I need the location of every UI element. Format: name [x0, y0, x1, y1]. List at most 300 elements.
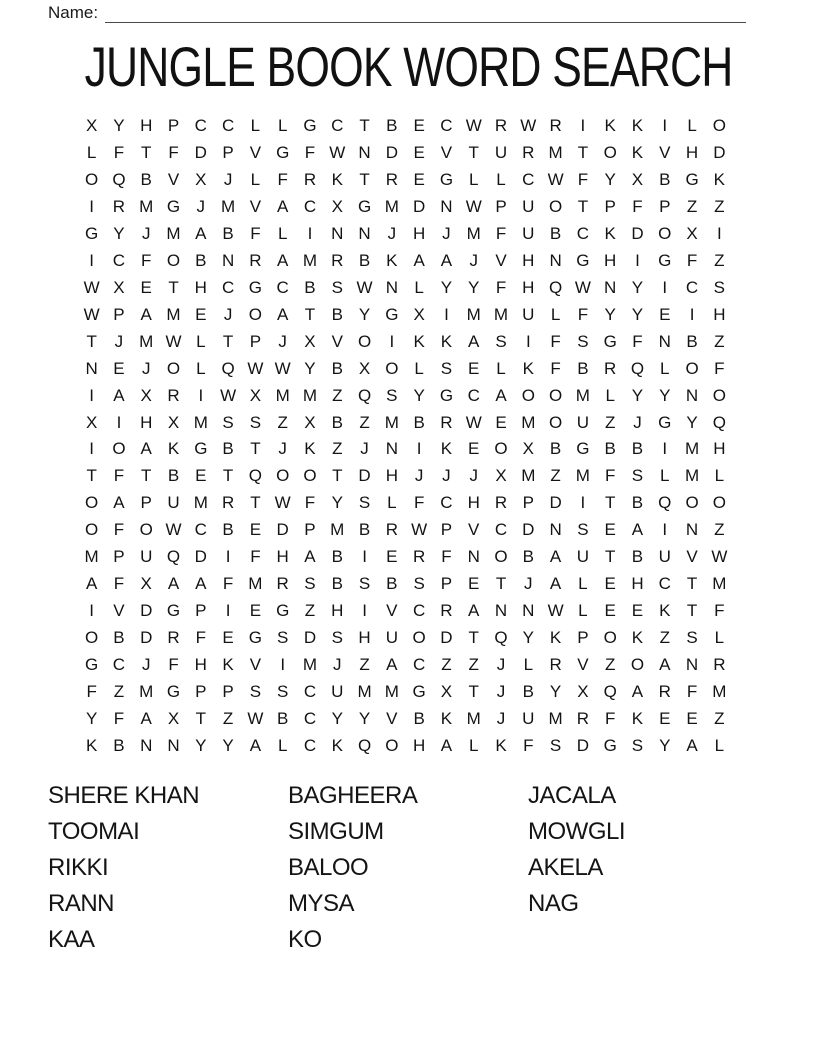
grid-letter: X: [85, 412, 98, 432]
grid-letter: X: [167, 709, 180, 729]
grid-letter: P: [249, 331, 262, 351]
grid-letter: W: [83, 277, 100, 297]
grid-letter: F: [141, 250, 152, 270]
grid-letter: O: [712, 385, 726, 405]
grid-letter: A: [468, 601, 480, 621]
word-list-item: JACALA: [528, 782, 616, 809]
grid-letter: B: [304, 277, 316, 297]
grid-letter: I: [225, 601, 231, 621]
grid-letter: G: [248, 277, 262, 297]
grid-letter: H: [685, 142, 699, 162]
grid-letter: Y: [358, 304, 371, 324]
grid-letter: L: [714, 628, 725, 648]
grid-letter: A: [249, 736, 262, 756]
grid-letter: A: [468, 331, 480, 351]
grid-letter: F: [714, 601, 725, 621]
grid-letter: Y: [659, 385, 671, 405]
grid-letter: N: [685, 520, 699, 540]
grid-letter: M: [548, 709, 563, 729]
grid-letter: V: [495, 250, 507, 270]
grid-letter: E: [140, 277, 152, 297]
grid-letter: M: [712, 682, 727, 702]
grid-letter: Z: [359, 412, 370, 432]
grid-letter: A: [277, 304, 289, 324]
grid-letter: M: [575, 385, 590, 405]
grid-letter: F: [168, 655, 179, 675]
grid-letter: A: [686, 736, 698, 756]
grid-letter: Y: [195, 736, 207, 756]
grid-letter: R: [385, 520, 398, 540]
grid-letter: F: [250, 223, 261, 243]
grid-letter: H: [194, 655, 207, 675]
grid-letter: L: [196, 358, 206, 378]
grid-letter: E: [659, 304, 671, 324]
grid-letter: J: [223, 169, 233, 189]
grid-letter: M: [521, 412, 536, 432]
grid-letter: M: [302, 655, 318, 675]
grid-letter: I: [89, 601, 94, 621]
grid-letter: K: [85, 736, 98, 756]
grid-letter: R: [440, 412, 453, 432]
grid-letter: V: [386, 601, 398, 621]
grid-letter: J: [442, 223, 451, 243]
grid-letter: I: [662, 520, 668, 540]
grid-letter: T: [250, 493, 261, 513]
grid-letter: I: [225, 547, 231, 567]
grid-letter: O: [712, 493, 726, 513]
grid-letter: F: [523, 736, 534, 756]
grid-letter: I: [89, 439, 94, 459]
grid-letter: E: [604, 520, 616, 540]
grid-letter: Y: [331, 709, 343, 729]
grid-letter: M: [548, 142, 563, 162]
grid-letter: M: [139, 196, 154, 216]
word-list-item: NAG: [528, 890, 579, 917]
grid-letter: S: [358, 493, 371, 513]
grid-letter: D: [276, 520, 289, 540]
grid-letter: G: [658, 250, 672, 270]
grid-letter: Y: [522, 628, 534, 648]
grid-letter: K: [549, 628, 562, 648]
grid-letter: H: [713, 304, 726, 324]
grid-letter: H: [194, 277, 207, 297]
grid-letter: B: [604, 439, 616, 459]
grid-letter: T: [141, 142, 152, 162]
grid-letter: Q: [712, 412, 726, 432]
grid-letter: D: [194, 547, 207, 567]
grid-letter: L: [550, 304, 561, 324]
grid-letter: G: [385, 304, 399, 324]
grid-letter: D: [440, 628, 453, 648]
grid-letter: F: [686, 682, 698, 702]
grid-letter: B: [686, 331, 698, 351]
grid-letter: Q: [603, 682, 617, 702]
grid-letter: M: [302, 385, 318, 405]
grid-letter: O: [85, 169, 99, 189]
name-input-line[interactable]: [105, 4, 746, 23]
grid-letter: C: [303, 682, 317, 702]
grid-letter: N: [358, 223, 371, 243]
grid-letter: O: [630, 655, 645, 675]
grid-letter: D: [713, 142, 726, 162]
grid-letter: E: [604, 574, 616, 594]
grid-letter: U: [658, 547, 671, 567]
word-list-column-2: [288, 779, 528, 959]
grid-letter: Q: [548, 277, 563, 297]
grid-letter: A: [195, 223, 207, 243]
grid-letter: P: [440, 520, 453, 540]
grid-letter: J: [196, 196, 206, 216]
grid-letter: P: [222, 142, 234, 162]
grid-letter: F: [413, 493, 425, 513]
grid-letter: X: [140, 574, 152, 594]
grid-letter: O: [521, 385, 535, 405]
grid-letter: X: [331, 196, 343, 216]
grid-letter: O: [494, 547, 508, 567]
grid-letter: T: [577, 142, 589, 162]
grid-letter: B: [331, 412, 343, 432]
grid-letter: Y: [604, 304, 616, 324]
grid-letter: N: [685, 385, 699, 405]
grid-letter: K: [440, 439, 453, 459]
grid-letter: V: [331, 331, 343, 351]
grid-letter: S: [386, 385, 398, 405]
grid-letter: F: [632, 331, 643, 351]
grid-letter: I: [89, 385, 94, 405]
grid-letter: C: [112, 655, 126, 675]
grid-letter: B: [631, 493, 644, 513]
word-list-item: BALOO: [288, 854, 369, 881]
grid-letter: Y: [631, 277, 644, 297]
word-list-column-1: [48, 779, 288, 959]
grid-letter: I: [362, 601, 367, 621]
grid-letter: K: [167, 439, 180, 459]
grid-letter: A: [549, 574, 562, 594]
grid-letter: J: [114, 331, 124, 351]
grid-letter: J: [524, 574, 533, 594]
grid-letter: V: [113, 601, 125, 621]
grid-letter: N: [85, 358, 98, 378]
grid-letter: B: [386, 115, 398, 135]
grid-letter: U: [522, 223, 535, 243]
grid-letter: U: [331, 682, 344, 702]
grid-letter: M: [166, 304, 181, 324]
grid-letter: T: [359, 115, 370, 135]
grid-letter: H: [604, 250, 617, 270]
grid-letter: I: [89, 250, 94, 270]
grid-letter: D: [522, 520, 535, 540]
grid-letter: S: [713, 277, 726, 297]
grid-letter: P: [113, 304, 125, 324]
grid-letter: T: [86, 331, 97, 351]
grid-letter: E: [195, 304, 207, 324]
grid-letter: K: [222, 655, 234, 675]
grid-letter: C: [494, 520, 508, 540]
grid-letter: P: [604, 196, 616, 216]
grid-letter: A: [549, 547, 562, 567]
grid-letter: A: [659, 655, 671, 675]
grid-letter: R: [112, 196, 126, 216]
grid-letter: B: [631, 439, 644, 459]
grid-letter: S: [249, 682, 262, 702]
grid-letter: A: [631, 520, 644, 540]
grid-letter: X: [631, 169, 644, 189]
grid-letter: Z: [359, 655, 370, 675]
grid-letter: U: [576, 547, 590, 567]
grid-letter: X: [413, 304, 425, 324]
grid-letter: T: [686, 601, 698, 621]
grid-letter: B: [413, 412, 425, 432]
grid-letter: R: [249, 250, 262, 270]
grid-letter: V: [468, 520, 480, 540]
grid-letter: F: [714, 358, 725, 378]
grid-letter: M: [139, 331, 154, 351]
grid-letter: H: [276, 547, 289, 567]
grid-letter: O: [685, 493, 699, 513]
grid-letter: L: [714, 736, 725, 756]
grid-letter: B: [222, 439, 234, 459]
grid-letter: L: [250, 169, 261, 189]
grid-letter: J: [387, 223, 397, 243]
grid-letter: N: [604, 277, 617, 297]
grid-letter: J: [141, 655, 151, 675]
grid-letter: X: [495, 466, 507, 486]
grid-letter: J: [469, 466, 478, 486]
grid-letter: S: [631, 466, 644, 486]
grid-letter: I: [362, 547, 367, 567]
grid-letter: E: [413, 115, 425, 135]
grid-letter: E: [222, 628, 234, 648]
grid-letter: B: [549, 439, 562, 459]
grid-letter: A: [140, 439, 152, 459]
grid-letter: P: [113, 547, 125, 567]
grid-letter: B: [222, 520, 234, 540]
grid-letter: T: [195, 709, 206, 729]
grid-letter: U: [167, 493, 180, 513]
word-list-item: SHERE KHAN: [48, 782, 200, 809]
grid-letter: O: [303, 466, 317, 486]
grid-letter: W: [520, 115, 537, 135]
grid-letter: Y: [222, 736, 234, 756]
grid-letter: O: [548, 385, 563, 405]
grid-letter: J: [278, 331, 287, 351]
grid-letter: J: [496, 682, 506, 702]
grid-letter: V: [249, 142, 262, 162]
grid-letter: A: [113, 493, 125, 513]
grid-letter: H: [412, 223, 426, 243]
grid-letter: L: [468, 736, 479, 756]
grid-letter: R: [331, 250, 344, 270]
grid-letter: B: [222, 223, 234, 243]
grid-letter: C: [440, 115, 453, 135]
grid-letter: R: [221, 493, 235, 513]
grid-letter: A: [631, 682, 644, 702]
grid-letter: T: [222, 466, 234, 486]
grid-letter: A: [195, 574, 207, 594]
grid-letter: L: [714, 466, 725, 486]
grid-letter: W: [356, 277, 373, 297]
grid-letter: I: [444, 304, 449, 324]
grid-letter: S: [277, 628, 289, 648]
grid-letter: I: [198, 385, 204, 405]
grid-letter: J: [360, 439, 369, 459]
grid-letter: G: [603, 736, 617, 756]
grid-letter: X: [358, 358, 371, 378]
grid-letter: R: [440, 601, 453, 621]
grid-letter: S: [413, 574, 425, 594]
grid-letter: X: [686, 223, 698, 243]
grid-letter: W: [547, 169, 564, 189]
grid-letter: L: [660, 358, 670, 378]
grid-letter: P: [222, 682, 234, 702]
grid-letter: M: [521, 466, 536, 486]
grid-letter: R: [549, 655, 562, 675]
grid-letter: A: [386, 655, 398, 675]
grid-letter: J: [442, 466, 451, 486]
grid-letter: F: [686, 250, 698, 270]
grid-letter: F: [550, 331, 561, 351]
grid-letter: K: [631, 709, 644, 729]
grid-letter: Z: [222, 709, 234, 729]
word-list-column-3: [528, 779, 768, 959]
grid-letter: V: [440, 142, 453, 162]
grid-letter: X: [85, 115, 98, 135]
grid-letter: B: [277, 709, 289, 729]
grid-letter: H: [140, 412, 153, 432]
grid-letter: I: [89, 196, 94, 216]
grid-letter: Q: [494, 628, 508, 648]
grid-letter: O: [494, 439, 508, 459]
grid-letter: W: [220, 385, 237, 405]
grid-letter: Y: [440, 277, 453, 297]
grid-letter: O: [276, 466, 290, 486]
grid-letter: D: [412, 196, 426, 216]
grid-letter: S: [495, 331, 507, 351]
grid-letter: N: [385, 439, 398, 459]
grid-letter: F: [168, 142, 179, 162]
grid-letter: H: [358, 628, 371, 648]
grid-letter: K: [440, 709, 453, 729]
grid-letter: M: [712, 574, 727, 594]
grid-letter: N: [385, 277, 398, 297]
grid-letter: Q: [658, 493, 672, 513]
grid-letter: H: [412, 736, 426, 756]
grid-letter: W: [465, 196, 482, 216]
grid-letter: D: [576, 736, 590, 756]
grid-letter: A: [495, 385, 507, 405]
grid-letter: D: [549, 493, 562, 513]
grid-letter: A: [113, 385, 125, 405]
grid-letter: E: [249, 601, 262, 621]
grid-letter: I: [389, 331, 395, 351]
grid-letter: Y: [85, 709, 98, 729]
grid-letter: H: [331, 601, 344, 621]
grid-letter: B: [631, 547, 644, 567]
grid-letter: C: [658, 574, 671, 594]
grid-letter: M: [466, 223, 481, 243]
grid-letter: H: [522, 250, 535, 270]
grid-letter: C: [576, 223, 590, 243]
grid-letter: L: [414, 277, 424, 297]
grid-letter: M: [84, 547, 99, 567]
grid-letter: M: [193, 412, 208, 432]
grid-letter: J: [141, 223, 151, 243]
grid-letter: R: [604, 358, 617, 378]
grid-letter: V: [249, 196, 262, 216]
grid-letter: F: [604, 709, 616, 729]
grid-letter: X: [113, 277, 125, 297]
grid-letter: D: [631, 223, 644, 243]
grid-letter: S: [331, 628, 343, 648]
grid-letter: Y: [631, 385, 644, 405]
grid-letter: L: [496, 358, 506, 378]
grid-letter: A: [440, 736, 453, 756]
grid-letter: M: [193, 493, 208, 513]
grid-letter: X: [304, 331, 316, 351]
grid-letter: H: [713, 439, 726, 459]
grid-letter: Y: [113, 223, 125, 243]
grid-letter: G: [85, 223, 99, 243]
grid-letter: O: [85, 493, 99, 513]
grid-letter: E: [495, 412, 507, 432]
grid-letter: Z: [332, 385, 343, 405]
grid-letter: O: [166, 250, 181, 270]
grid-letter: P: [195, 601, 207, 621]
grid-letter: L: [196, 331, 206, 351]
grid-letter: G: [166, 601, 181, 621]
grid-letter: I: [662, 439, 668, 459]
grid-letter: Y: [604, 169, 616, 189]
grid-letter: T: [304, 304, 316, 324]
grid-letter: K: [522, 358, 534, 378]
grid-letter: K: [331, 736, 343, 756]
grid-letter: L: [277, 223, 288, 243]
grid-letter: W: [247, 358, 264, 378]
grid-letter: O: [603, 628, 617, 648]
grid-letter: Z: [714, 709, 725, 729]
grid-letter: A: [277, 196, 289, 216]
grid-letter: G: [576, 250, 590, 270]
grid-letter: T: [86, 466, 97, 486]
grid-letter: B: [167, 466, 180, 486]
grid-letter: C: [303, 736, 317, 756]
grid-letter: B: [549, 223, 562, 243]
grid-letter: N: [467, 547, 480, 567]
grid-letter: I: [416, 439, 422, 459]
grid-letter: U: [140, 547, 153, 567]
grid-letter: N: [522, 601, 535, 621]
grid-letter: A: [413, 250, 425, 270]
grid-letter: G: [276, 142, 290, 162]
grid-letter: W: [329, 142, 346, 162]
grid-letter: L: [277, 736, 288, 756]
grid-letter: F: [250, 547, 261, 567]
grid-letter: M: [466, 304, 481, 324]
grid-letter: I: [116, 412, 122, 432]
grid-letter: F: [113, 142, 125, 162]
grid-letter: N: [221, 250, 235, 270]
grid-letter: Z: [659, 628, 670, 648]
grid-letter: M: [248, 574, 263, 594]
grid-letter: P: [440, 574, 453, 594]
grid-letter: B: [331, 304, 343, 324]
grid-letter: F: [86, 682, 97, 702]
grid-letter: C: [303, 709, 317, 729]
grid-letter: V: [167, 169, 180, 189]
grid-letter: F: [113, 520, 125, 540]
grid-letter: M: [357, 682, 372, 702]
grid-letter: R: [494, 493, 508, 513]
